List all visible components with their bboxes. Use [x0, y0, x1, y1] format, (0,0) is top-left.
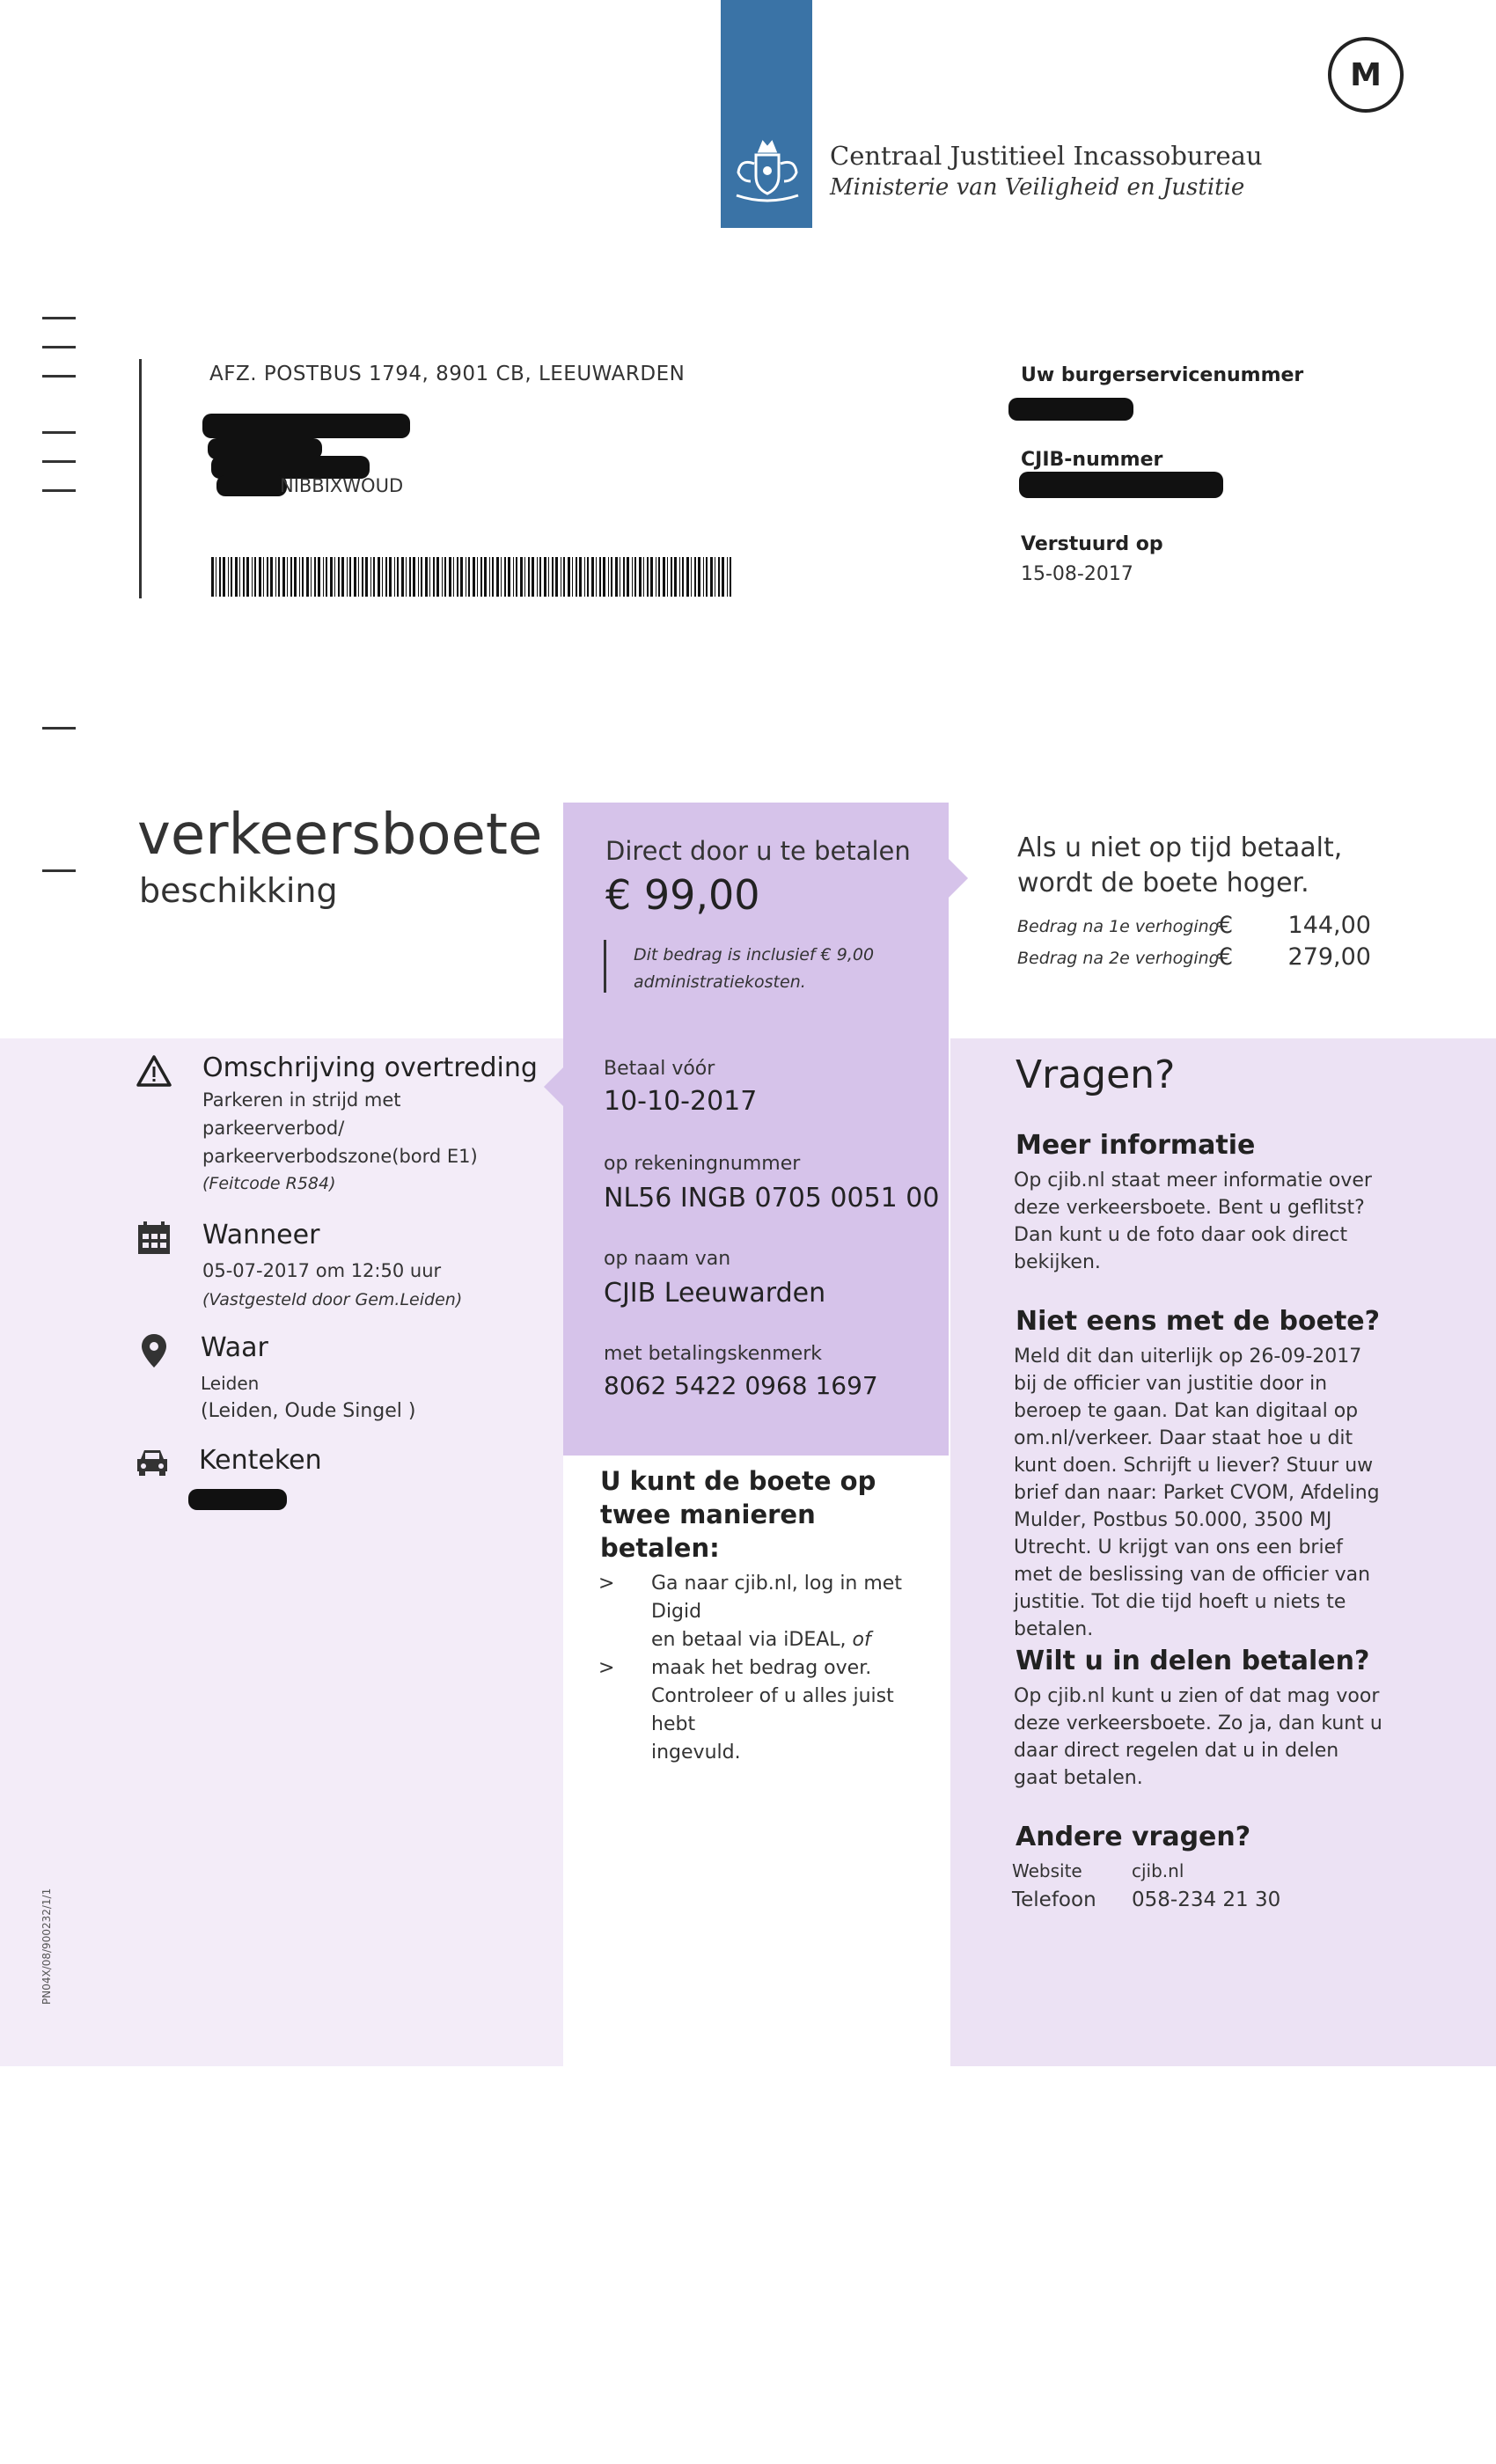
pay-option-line: maak het bedrag over.	[651, 1657, 872, 1679]
barcode	[211, 557, 734, 597]
increase-1-currency: €	[1218, 912, 1234, 939]
due-label: Betaal vóór	[604, 1058, 715, 1080]
barcode-bar	[231, 557, 232, 597]
barcode-bar	[591, 557, 594, 597]
offense-heading: Omschrijving overtreding	[202, 1052, 538, 1083]
barcode-bar	[362, 557, 363, 597]
barcode-bar	[647, 557, 649, 597]
barcode-bar	[334, 557, 335, 597]
barcode-bar	[730, 557, 731, 597]
barcode-bar	[639, 557, 642, 597]
margin-tick	[42, 727, 76, 730]
barcode-bar	[341, 557, 344, 597]
barcode-bar	[632, 557, 633, 597]
barcode-bar	[584, 557, 585, 597]
barcode-bar	[418, 557, 419, 597]
barcode-bar	[306, 557, 309, 597]
redaction	[1008, 398, 1133, 421]
barcode-bar	[228, 557, 229, 597]
website-label: Website	[1012, 1860, 1082, 1881]
increase-2-currency: €	[1218, 943, 1234, 971]
barcode-bar	[663, 557, 665, 597]
barcode-bar	[520, 557, 523, 597]
barcode-bar	[389, 557, 392, 597]
barcode-bar	[259, 557, 261, 597]
barcode-bar	[484, 557, 487, 597]
barcode-bar	[615, 557, 618, 597]
warning-triangle-icon	[136, 1052, 172, 1089]
margin-tick	[42, 375, 76, 378]
barcode-bar	[444, 557, 446, 597]
barcode-bar	[421, 557, 422, 597]
barcode-bar	[563, 557, 565, 597]
barcode-bar	[287, 557, 288, 597]
barcode-bar	[385, 557, 387, 597]
barcode-bar	[382, 557, 383, 597]
barcode-bar	[290, 557, 292, 597]
barcode-bar	[710, 557, 713, 597]
offense-line: parkeerverbod/	[202, 1118, 345, 1139]
barcode-bar	[532, 557, 534, 597]
pay-option-line: Ga naar cjib.nl, log in met Digid	[651, 1573, 902, 1623]
barcode-bar	[552, 557, 554, 597]
barcode-bar	[504, 557, 506, 597]
redaction	[188, 1489, 287, 1510]
barcode-bar	[314, 557, 316, 597]
due-date: 10-10-2017	[604, 1086, 758, 1117]
more-info-text: Op cjib.nl staat meer informatie over deze verkeersboete. Bent u geflitst? Dan kunt u de foto daar ook direct bekijken.	[1014, 1170, 1372, 1273]
phone-label: Telefoon	[1012, 1888, 1096, 1911]
barcode-bar	[576, 557, 577, 597]
barcode-bar	[508, 557, 510, 597]
barcode-bar	[394, 557, 395, 597]
barcode-bar	[433, 557, 435, 597]
account-number: NL56 INGB 0705 0051 00	[604, 1183, 940, 1214]
how-to-pay-title: U kunt de boete op twee manieren betalen:	[600, 1466, 876, 1563]
barcode-bar	[596, 557, 597, 597]
offense-description	[202, 1086, 478, 1170]
barcode-bar	[299, 557, 300, 597]
barcode-bar	[413, 557, 415, 597]
phone-value: 058-234 21 30	[1132, 1888, 1281, 1911]
barcode-bar	[537, 557, 538, 597]
barcode-bar	[650, 557, 653, 597]
disagree-text: Meld dit dan uiterlijk op 26-09-2017 bij de officier van justitie door in beroep te gaan. Dat kan digitaal op om.nl/verkeer. Daar staat hoe u dit kunt doen. Schrijft u liever? Stuur uw brief dan naar: Parket CVOM, Afdeling Mulder, Postbus 50.000, 3500 MJ Utrecht. U krijgt van ons een brief met de beslissing van de officier van justitie. Tot die tijd hoeft u niets te betalen.	[1014, 1346, 1380, 1640]
where-city: Leiden	[201, 1373, 260, 1394]
late-payment-warning	[1017, 831, 1342, 901]
barcode-bar	[611, 557, 612, 597]
direct-pay-label: Direct door u te betalen	[605, 836, 911, 866]
barcode-bar	[429, 557, 430, 597]
pay-amount: € 99,00	[605, 871, 760, 919]
barcode-bar	[409, 557, 411, 597]
barcode-bar	[686, 557, 689, 597]
chevron-right-icon: >	[598, 1657, 615, 1679]
org-name: Centraal Justitieel Incassobureau	[830, 141, 1263, 171]
barcode-bar	[252, 557, 253, 597]
barcode-bar	[347, 557, 348, 597]
barcode-bar	[278, 557, 280, 597]
margin-tick	[42, 317, 76, 319]
payment-reference: 8062 5422 0968 1697	[604, 1371, 878, 1400]
barcode-bar	[703, 557, 704, 597]
redaction	[202, 414, 410, 438]
barcode-bar	[282, 557, 285, 597]
payment-box-pointer	[544, 1067, 563, 1106]
barcode-bar	[401, 557, 404, 597]
barcode-bar	[548, 557, 549, 597]
barcode-bar	[294, 557, 297, 597]
sent-label: Verstuurd op	[1021, 533, 1163, 555]
barcode-bar	[425, 557, 428, 597]
redaction	[1019, 472, 1223, 498]
installments-text: Op cjib.nl kunt u zien of dat mag voor deze verkeersboete. Zo ja, dan kunt u daar direct regelen dat u in delen gaat betalen.	[1014, 1685, 1382, 1789]
barcode-bar	[623, 557, 625, 597]
margin-tick	[42, 431, 76, 434]
increase-1-label: Bedrag na 1e verhoging	[1017, 917, 1220, 936]
when-note: (Vastgesteld door Gem.Leiden)	[202, 1290, 463, 1309]
barcode-bar	[468, 557, 470, 597]
barcode-bar	[477, 557, 478, 597]
barcode-bar	[489, 557, 490, 597]
barcode-bar	[516, 557, 517, 597]
other-questions-heading: Andere vragen?	[1016, 1822, 1251, 1852]
barcode-bar	[698, 557, 700, 597]
note-rule	[604, 940, 606, 993]
late-warning-line: Als u niet op tijd betaalt,	[1017, 832, 1343, 863]
barcode-bar	[370, 557, 371, 597]
when-value: 05-07-2017 om 12:50 uur	[202, 1260, 442, 1281]
barcode-bar	[627, 557, 629, 597]
barcode-bar	[235, 557, 238, 597]
barcode-bar	[406, 557, 407, 597]
barcode-bar	[691, 557, 692, 597]
barcode-bar	[492, 557, 494, 597]
return-address: AFZ. POSTBUS 1794, 8901 CB, LEEUWARDEN	[209, 363, 686, 385]
account-name-label: op naam van	[604, 1248, 731, 1270]
pay-option-line: ingevuld.	[651, 1742, 741, 1764]
pay-option-transfer	[598, 1654, 933, 1767]
barcode-bar	[501, 557, 502, 597]
barcode-bar	[323, 557, 324, 597]
barcode-bar	[572, 557, 573, 597]
barcode-bar	[263, 557, 264, 597]
barcode-bar	[219, 557, 221, 597]
barcode-bar	[338, 557, 340, 597]
barcode-bar	[311, 557, 312, 597]
location-pin-icon	[136, 1332, 172, 1369]
barcode-bar	[658, 557, 660, 597]
barcode-bar	[682, 557, 684, 597]
coat-of-arms-icon	[730, 128, 805, 208]
barcode-bar	[354, 557, 356, 597]
payment-box-pointer	[949, 859, 968, 898]
barcode-bar	[634, 557, 636, 597]
offense-line: parkeerverbodszone(bord E1)	[202, 1146, 478, 1167]
barcode-bar	[378, 557, 380, 597]
increase-2-label: Bedrag na 2e verhoging	[1017, 949, 1220, 968]
barcode-bar	[671, 557, 672, 597]
barcode-bar	[528, 557, 530, 597]
calendar-icon	[136, 1220, 172, 1257]
barcode-bar	[555, 557, 558, 597]
barcode-bar	[436, 557, 439, 597]
margin-tick	[42, 489, 76, 492]
offense-line: Parkeren in strijd met	[202, 1089, 401, 1111]
disagree-heading: Niet eens met de boete?	[1016, 1306, 1381, 1337]
barcode-bar	[397, 557, 399, 597]
barcode-bar	[326, 557, 327, 597]
barcode-bar	[599, 557, 601, 597]
questions-title: Vragen?	[1016, 1052, 1176, 1097]
m-badge: M	[1328, 37, 1404, 113]
increase-2-amount: 279,00	[1287, 943, 1371, 971]
document-code: PN04X/08/900232/1/1	[40, 1888, 53, 2005]
car-icon	[134, 1443, 171, 1480]
barcode-bar	[275, 557, 276, 597]
barcode-bar	[373, 557, 375, 597]
address-rule	[139, 359, 142, 598]
barcode-bar	[579, 557, 582, 597]
barcode-bar	[587, 557, 589, 597]
margin-tick	[42, 869, 76, 872]
redaction	[216, 475, 287, 496]
barcode-bar	[674, 557, 677, 597]
barcode-bar	[358, 557, 359, 597]
account-label: op rekeningnummer	[604, 1153, 801, 1175]
barcode-bar	[267, 557, 268, 597]
barcode-bar	[365, 557, 368, 597]
barcode-bar	[246, 557, 249, 597]
barcode-bar	[302, 557, 304, 597]
barcode-bar	[667, 557, 668, 597]
increase-1-amount: 144,00	[1287, 912, 1371, 939]
barcode-bar	[211, 557, 214, 597]
barcode-bar	[449, 557, 451, 597]
ministry-name: Ministerie van Veiligheid en Justitie	[830, 174, 1245, 201]
margin-tick	[42, 460, 76, 463]
barcode-bar	[239, 557, 240, 597]
document-title: verkeersboete	[137, 803, 543, 868]
account-name: CJIB Leeuwarden	[604, 1278, 826, 1309]
barcode-bar	[243, 557, 245, 597]
pay-option-online	[598, 1570, 933, 1654]
barcode-bar	[694, 557, 696, 597]
barcode-bar	[643, 557, 644, 597]
barcode-bar	[349, 557, 351, 597]
where-detail: (Leiden, Oude Singel )	[201, 1400, 416, 1422]
cjib-number-label: CJIB-nummer	[1021, 449, 1163, 471]
reference-label: met betalingskenmerk	[604, 1343, 822, 1365]
barcode-bar	[318, 557, 320, 597]
more-info-heading: Meer informatie	[1016, 1130, 1256, 1161]
barcode-bar	[254, 557, 256, 597]
installments-heading: Wilt u in delen betalen?	[1016, 1646, 1370, 1676]
bsn-label: Uw burgerservicenummer	[1021, 364, 1304, 386]
barcode-bar	[718, 557, 720, 597]
barcode-bar	[496, 557, 499, 597]
margin-tick	[42, 346, 76, 348]
website-value: cjib.nl	[1132, 1860, 1184, 1881]
barcode-bar	[270, 557, 273, 597]
chevron-right-icon: >	[598, 1573, 615, 1595]
barcode-bar	[223, 557, 225, 597]
where-heading: Waar	[201, 1332, 268, 1363]
barcode-bar	[679, 557, 680, 597]
barcode-bar	[544, 557, 546, 597]
when-heading: Wanneer	[202, 1220, 320, 1250]
barcode-bar	[453, 557, 454, 597]
barcode-bar	[727, 557, 728, 597]
pay-option-or: of	[852, 1629, 871, 1651]
admin-cost-note: Dit bedrag is inclusief € 9,00 administratiekosten.	[634, 945, 875, 992]
barcode-bar	[603, 557, 605, 597]
address-city: NIBBIXWOUD	[280, 475, 404, 496]
barcode-bar	[524, 557, 525, 597]
barcode-bar	[480, 557, 482, 597]
barcode-bar	[473, 557, 475, 597]
license-plate-heading: Kenteken	[199, 1445, 322, 1476]
barcode-bar	[330, 557, 333, 597]
barcode-bar	[442, 557, 443, 597]
barcode-bar	[513, 557, 514, 597]
barcode-bar	[460, 557, 463, 597]
pay-option-line: en betaal via iDEAL,	[651, 1629, 847, 1651]
barcode-bar	[608, 557, 609, 597]
late-warning-line: wordt de boete hoger.	[1017, 868, 1309, 898]
document-subtitle: beschikking	[139, 871, 338, 910]
barcode-bar	[568, 557, 570, 597]
barcode-bar	[457, 557, 458, 597]
pay-option-line: Controleer of u alles juist hebt	[651, 1685, 894, 1735]
sent-date: 15-08-2017	[1021, 563, 1133, 585]
barcode-bar	[722, 557, 724, 597]
barcode-bar	[539, 557, 541, 597]
barcode-bar	[706, 557, 708, 597]
offense-code: (Feitcode R584)	[202, 1174, 336, 1193]
